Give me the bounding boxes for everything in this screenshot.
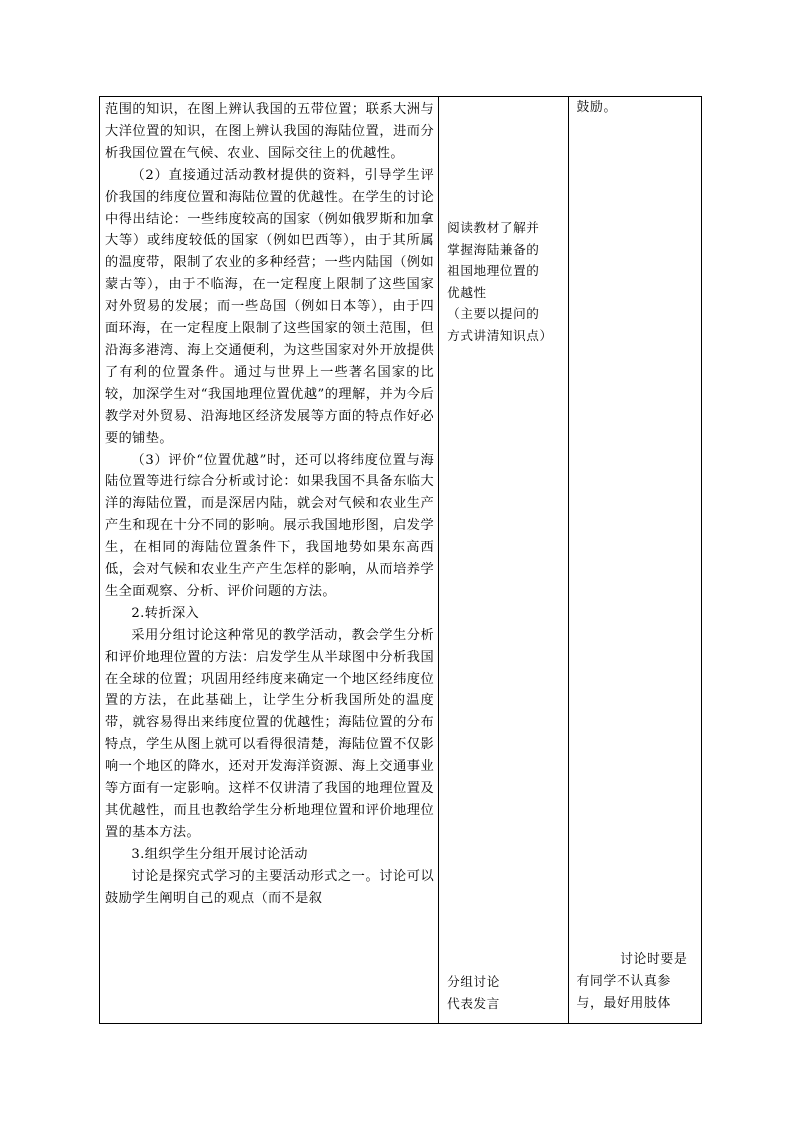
activity-line: （主要以提问的 bbox=[447, 306, 540, 322]
paragraph-discussion-form: 讨论是探究式学习的主要活动形式之一。讨论可以鼓励学生阐明自己的观点（而不是叙 bbox=[105, 868, 435, 906]
activity-line: 方式讲清知识点） bbox=[447, 327, 553, 343]
activity-line: 祖国地理位置的 bbox=[447, 263, 540, 279]
paragraph-position-knowledge: 范围的知识，在图上辨认我国的五带位置；联系大洲与大洋位置的知识，在图上辨认我国的海陆位置，进而分析我国位置在气候、农业、国际交往上的优越性。 bbox=[105, 102, 435, 161]
paragraph-comprehensive-analysis: （3）评价“位置优越”时，还可以将纬度位置与海陆位置等进行综合分析或讨论：如果我国不具备东临大洋的海陆位置，而是深居内陆，就会对气候和农业生产产生和现在十分不同的影响。展示我国地形图，启发学生，在相同的海陆位置条件下，我国地势如果东高西低，会对气候和农业生产产生怎样的影响，从而培养学生全面观察、分析、评价问题的方法。 bbox=[105, 452, 435, 599]
reading-activity-block bbox=[447, 217, 565, 347]
design-intent-content bbox=[569, 97, 701, 1021]
activity-line: 掌握海陆兼备的 bbox=[447, 241, 540, 257]
discussion-tip-note bbox=[577, 949, 697, 1014]
activity-line: 分组讨论 bbox=[447, 974, 500, 989]
student-activity-content bbox=[439, 97, 567, 1021]
encouragement-note bbox=[577, 97, 697, 119]
activity-line: 阅读教材了解并 bbox=[447, 220, 540, 235]
discussion-activity-block bbox=[447, 971, 565, 1014]
note-text: 鼓励。 bbox=[576, 100, 618, 115]
paragraph-group-discussion-method: 采用分组讨论这种常见的教学活动，教会学生分析和评价地理位置的方法：启发学生从半球图中分析我国在全球的位置；巩固用经纬度来确定一个地区经纬度位置的方法，在此基础上，让学生分析我国所处的温度带，就容易得出来纬度位置的优越性；海陆位置的分布特点，学生从图上就可以看得很清楚，海陆位置不仅影响一个地区的降水，还对开发海洋资源、海上交通事业等方面有一定影响。这样不仅讲清了我国的地理位置及其优越性，而且也教给学生分析地理位置和评价地理位置的基本方法。 bbox=[105, 627, 435, 840]
activity-line: 优越性 bbox=[447, 284, 487, 300]
table-row bbox=[100, 97, 702, 1024]
heading-organize-discussion: 3.组织学生分组开展讨论活动 bbox=[131, 846, 308, 862]
heading-deepening: 2.转折深入 bbox=[131, 605, 200, 621]
student-activity-cell bbox=[439, 97, 568, 1024]
design-intent-cell bbox=[568, 97, 701, 1024]
paragraph-evaluate-position: （2）直接通过活动教材提供的资料，引导学生评价我国的纬度位置和海陆位置的优越性。在学生的讨论中得出结论：一些纬度较高的国家（例如俄罗斯和加拿大等）或纬度较低的国家（例如巴西等），由于其所属的温度带，限制了农业的多种经营；一些内陆国（例如蒙古等），由于不临海，在一定程度上限制了这些国家对外贸易的发展；而一些岛国（例如日本等），由于四面环海，在一定程度上限制了这些国家的领土范围，但沿海多港湾、海上交通便利，为这些国家对外开放提供了有利的位置条件。通过与世界上一些著名国家的比较，加深学生对“我国地理位置优越”的理解，并为今后教学对外贸易、沿海地区经济发展等方面的特点作好必要的铺垫。 bbox=[105, 167, 435, 446]
lesson-plan-table bbox=[99, 96, 702, 1024]
activity-line: 代表发言 bbox=[447, 995, 500, 1011]
teaching-process-text bbox=[100, 97, 438, 1023]
teaching-process-cell bbox=[100, 97, 439, 1024]
note-text: 讨论时要是有同学不认真参与，最好用肢体 bbox=[576, 952, 688, 1011]
